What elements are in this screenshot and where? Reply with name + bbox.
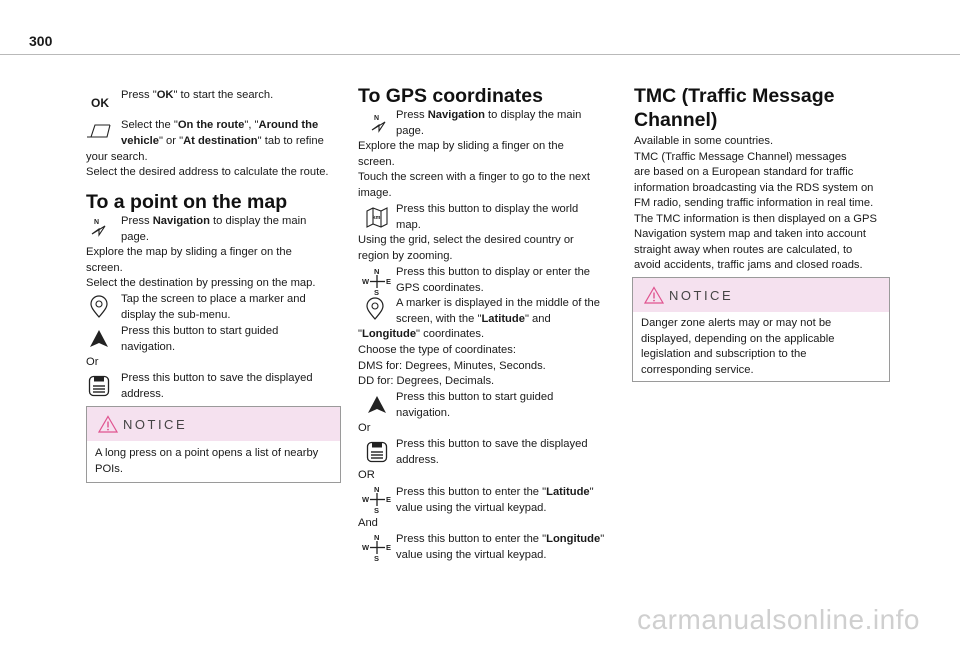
longitude-text-1: Press this button to enter the "Longitude" [396, 533, 605, 545]
world-map-icon [364, 206, 390, 228]
svg-text:E: E [386, 543, 392, 552]
guided-text-2: navigation. [396, 407, 451, 419]
world-text-1: Press this button to display the world [396, 203, 579, 215]
top-rule [0, 54, 960, 55]
touch-text-1: Touch the screen with a finger to go to the next [358, 171, 590, 183]
notice-box-1 [86, 406, 341, 483]
marker-text-2: screen, with the "Latitude" and [396, 313, 551, 325]
tmc-line: Navigation system map and taken into account [634, 228, 866, 240]
tap-text-1: Tap the screen to place a marker and [121, 293, 306, 305]
your-search-text: your search. [86, 151, 148, 163]
svg-text:W: W [362, 543, 370, 552]
notice-text-2: POIs. [95, 463, 123, 475]
latitude-text-1: Press this button to enter the "Latitude" [396, 486, 594, 498]
heading-tmc-line-2: Channel) [634, 109, 718, 131]
save-text-1: Press this button to save the displayed [396, 438, 588, 450]
heading-point-on-map: To a point on the map [86, 191, 288, 213]
nav-press-text-1: Press Navigation to display the main [396, 109, 582, 121]
save-icon [86, 375, 112, 397]
guidance-arrow-icon [364, 394, 390, 416]
notice-title: NOTICE [123, 417, 188, 432]
navigation-icon [86, 216, 112, 238]
explore-text-2: screen. [86, 262, 123, 274]
notice-text-1: A long press on a point opens a list of nearby [95, 447, 319, 459]
and-text: And [358, 517, 378, 529]
compass-latitude-icon [362, 484, 392, 514]
nav-press-text-2: page. [121, 231, 149, 243]
notice-text-2: displayed, depending on the applicable [641, 333, 835, 345]
or-caps-text: OR [358, 469, 375, 481]
warning-triangle-icon [98, 415, 118, 433]
longitude-text-2: value using the virtual keypad. [396, 549, 547, 561]
tmc-line: information broadcasting via the RDS system on [634, 182, 874, 194]
notice-header [87, 407, 340, 441]
ok-icon: OK [91, 96, 109, 110]
tmc-line: Available in some countries. [634, 135, 774, 147]
svg-text:N: N [374, 485, 380, 494]
marker-icon [362, 298, 388, 320]
compass-longitude-icon [362, 532, 392, 562]
svg-text:E: E [386, 277, 392, 286]
choose-text: Choose the type of coordinates: [358, 344, 516, 356]
explore-text-1: Explore the map by sliding a finger on the [86, 246, 292, 258]
explore-text-1: Explore the map by sliding a finger on the [358, 140, 564, 152]
warning-triangle-icon [644, 286, 664, 304]
guided-text-1: Press this button to start guided [396, 391, 554, 403]
svg-text:S: S [374, 554, 380, 562]
press-ok-text: Press "OK" to start the search. [121, 89, 274, 101]
latitude-text-2: value using the virtual keypad. [396, 502, 547, 514]
select-tab-text-2: vehicle" or "At destination" tab to refine [121, 135, 324, 147]
guided-text-2: navigation. [121, 341, 176, 353]
tmc-line: are based on a European standard for traffic [634, 166, 854, 178]
tmc-line: The TMC information is then displayed on a GPS [634, 213, 877, 225]
notice-text-4: corresponding service. [641, 364, 754, 376]
notice-title: NOTICE [669, 288, 734, 303]
save-text-1: Press this button to save the displayed [121, 372, 313, 384]
tmc-line: TMC (Traffic Message Channel) messages [634, 151, 847, 163]
explore-text-2: screen. [358, 156, 395, 168]
select-tab-text-1: Select the "On the route", "Around the [121, 119, 319, 131]
svg-text:W: W [362, 495, 370, 504]
watermark: carmanualsonline.info [637, 604, 920, 635]
dms-text: DMS for: Degrees, Minutes, Seconds. [358, 360, 546, 372]
heading-gps-coordinates: To GPS coordinates [358, 85, 543, 107]
svg-text:E: E [386, 495, 392, 504]
notice-text-1: Danger zone alerts may or may not be [641, 317, 832, 329]
notice-header [633, 278, 889, 312]
save-text-2: address. [121, 388, 164, 400]
svg-text:N: N [374, 267, 380, 276]
svg-text:N: N [94, 219, 100, 226]
svg-text:km: km [372, 215, 381, 221]
grid-text-2: region by zooming. [358, 250, 453, 262]
tmc-line: FM radio, sending traffic information in real time. [634, 197, 874, 209]
gps-text-2: GPS coordinates. [396, 282, 484, 294]
nav-press-text-1: Press Navigation to display the main [121, 215, 307, 227]
svg-text:S: S [374, 506, 380, 514]
page-number: 300 [29, 33, 53, 49]
svg-text:S: S [374, 288, 380, 296]
select-dest-text: Select the destination by pressing on the map. [86, 277, 316, 289]
marker-text-1: A marker is displayed in the middle of the [396, 297, 600, 309]
grid-text-1: Using the grid, select the desired country or [358, 234, 574, 246]
svg-text:N: N [374, 115, 380, 122]
or-text: Or [358, 422, 371, 434]
world-text-2: map. [396, 219, 421, 231]
tmc-line: avoid accidents, traffic jams and closed roads. [634, 259, 863, 271]
notice-box-2 [632, 277, 890, 382]
notice-text-3: legislation and subscription to the [641, 348, 807, 360]
guidance-arrow-icon [86, 328, 112, 350]
tap-text-2: display the sub-menu. [121, 309, 231, 321]
save-text-2: address. [396, 454, 439, 466]
guided-text-1: Press this button to start guided [121, 325, 279, 337]
save-icon [364, 441, 390, 463]
marker-icon [86, 296, 112, 318]
or-text: Or [86, 356, 99, 368]
svg-text:W: W [362, 277, 370, 286]
route-tab-icon [86, 120, 112, 142]
dd-text: DD for: Degrees, Decimals. [358, 375, 495, 387]
navigation-icon [366, 112, 392, 134]
compass-icon [362, 266, 392, 296]
tmc-line: straight away when routes are calculated, to [634, 244, 853, 256]
svg-text:N: N [374, 533, 380, 542]
heading-tmc-line-1: TMC (Traffic Message [634, 85, 835, 107]
marker-text-3: "Longitude" coordinates. [358, 328, 485, 340]
nav-press-text-2: page. [396, 125, 424, 137]
select-address-text: Select the desired address to calculate the route. [86, 166, 329, 178]
gps-text-1: Press this button to display or enter the [396, 266, 591, 278]
touch-text-2: image. [358, 187, 392, 199]
